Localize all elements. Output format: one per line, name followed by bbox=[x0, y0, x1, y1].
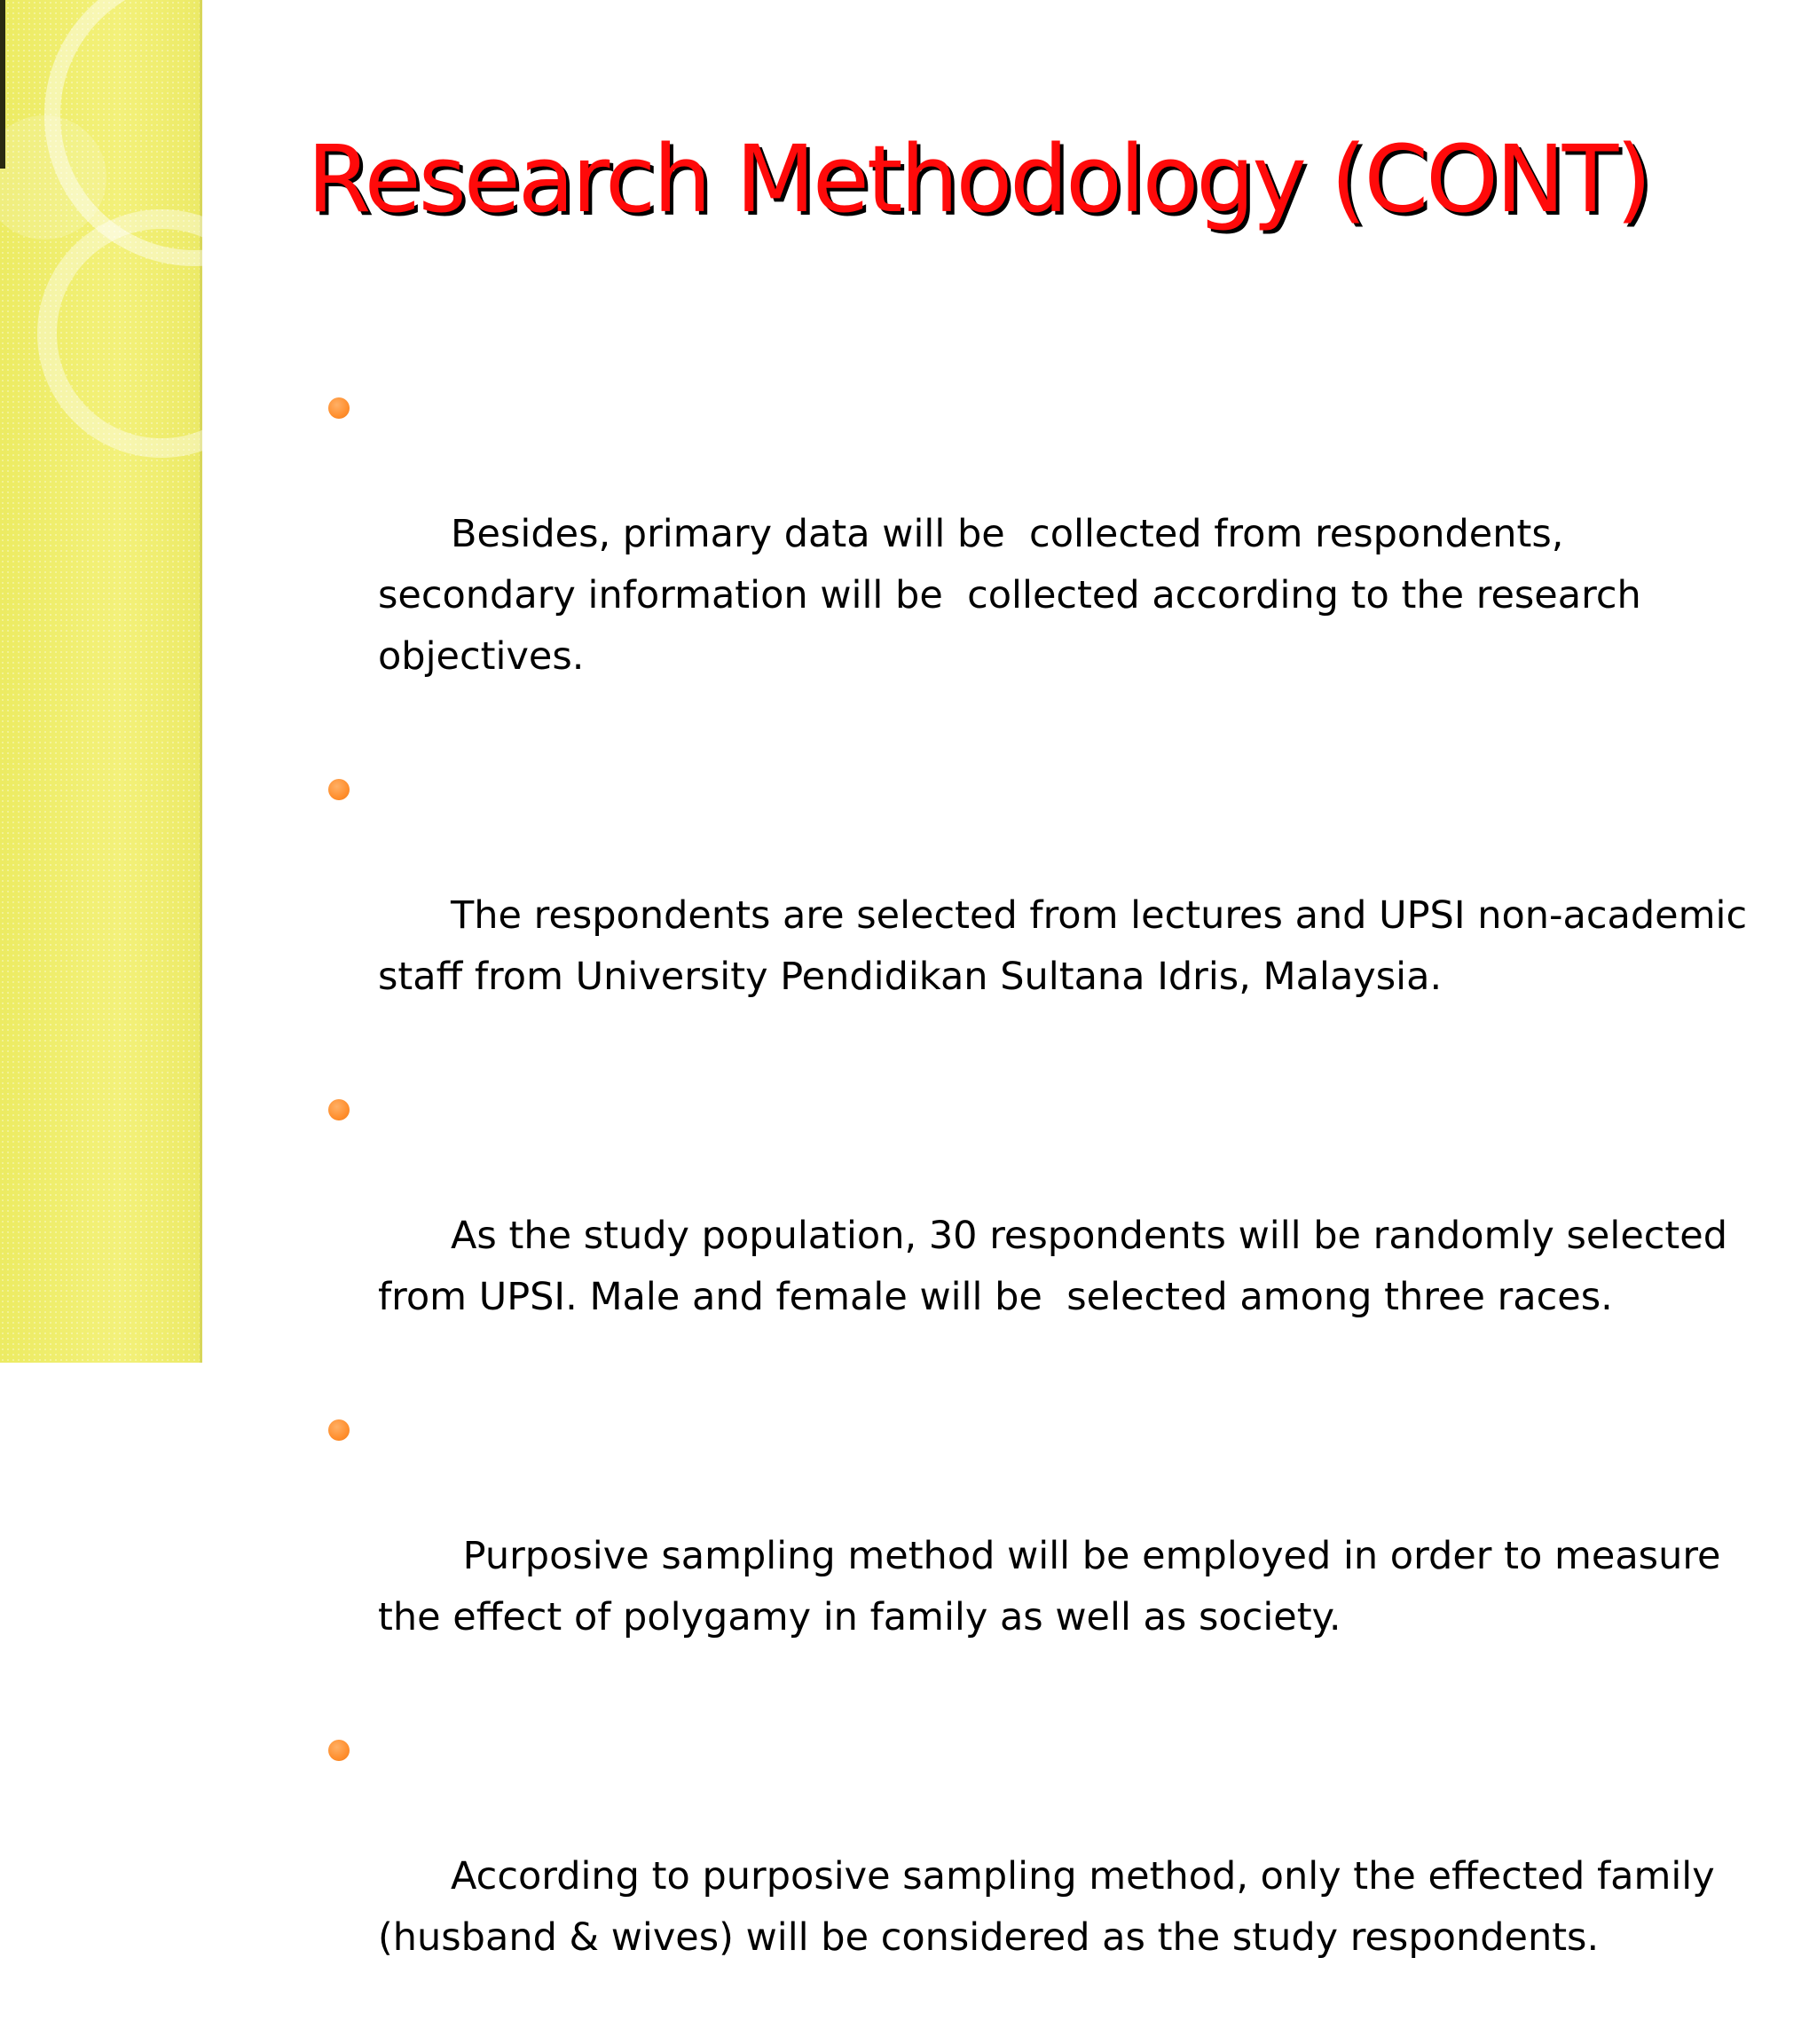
bullet-dot-icon bbox=[328, 1419, 350, 1441]
decorative-side-band bbox=[0, 0, 202, 1363]
slide-title: Research Methodology (CONT) bbox=[307, 125, 1649, 233]
bullet-dot-icon bbox=[328, 779, 350, 800]
decorative-ring bbox=[44, 0, 346, 266]
bullet-item bbox=[321, 763, 1758, 1069]
bullet-text: Purposive sampling method will be employed in order to measure the effect of polygamy in family as well as society. bbox=[378, 1534, 1734, 1639]
bullet-dot-icon bbox=[328, 397, 350, 419]
bullet-text: The respondents are selected from lectures and UPSI non-academic staff from University Pendidikan Sultana Idris, Malaysia. bbox=[378, 893, 1759, 999]
bullet-item bbox=[321, 1403, 1758, 1710]
decorative-ring bbox=[37, 209, 286, 458]
bullet-text: As the study population, 30 respondents will be randomly selected from UPSI. Male and female will be selected among three races. bbox=[378, 1214, 1740, 1319]
bullet-text: According to purposive sampling method, only the effected family (husband & wives) will be considered as the study respondents. bbox=[378, 1854, 1727, 1960]
decorative-circle bbox=[0, 115, 106, 240]
bullet-list bbox=[321, 381, 1758, 2044]
bullet-item bbox=[321, 381, 1758, 749]
corner-mark bbox=[0, 0, 5, 169]
bullet-text: Besides, primary data will be collected from respondents, secondary information will be collected according to the research objectives. bbox=[378, 512, 1654, 679]
bullet-item bbox=[321, 1724, 1758, 2030]
bullet-dot-icon bbox=[328, 1099, 350, 1120]
bullet-dot-icon bbox=[328, 1740, 350, 1761]
bullet-item bbox=[321, 1083, 1758, 1389]
